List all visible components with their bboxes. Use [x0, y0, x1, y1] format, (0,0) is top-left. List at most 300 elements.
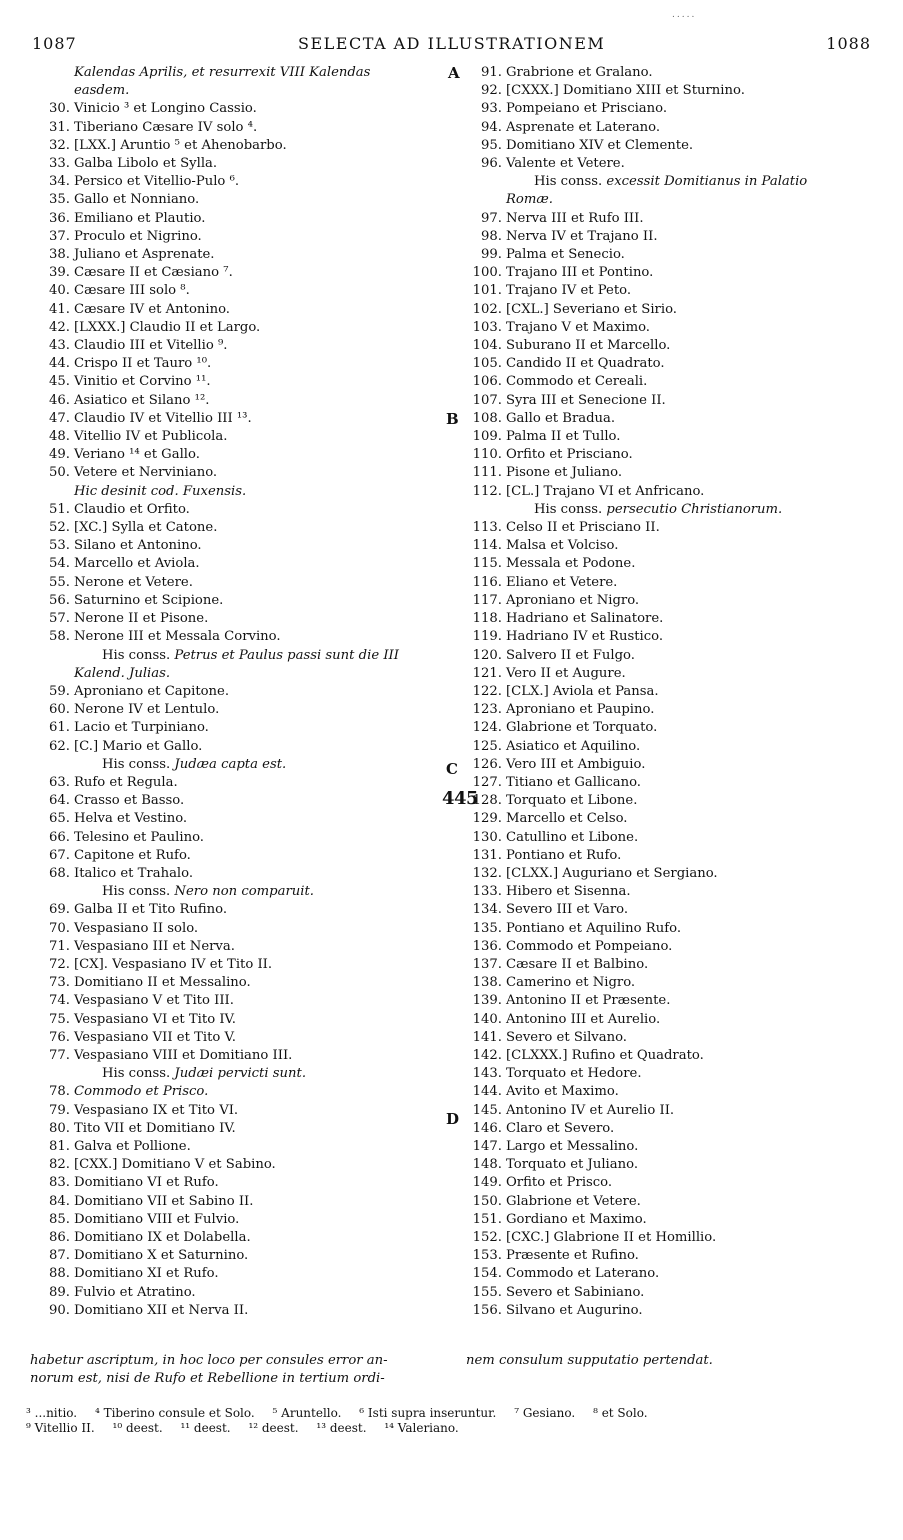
entry-number: 148.: [472, 1157, 502, 1173]
running-title: SELECTA AD ILLUSTRATIONEM: [298, 34, 606, 53]
entry-text: [LXX.] Aruntio ⁵ et Ahenobarbo.: [74, 137, 287, 153]
margin-letter-b: B: [446, 410, 459, 428]
entry-number: 126.: [472, 756, 502, 772]
entry-number: 103.: [472, 319, 502, 335]
entry-text: Persico et Vitellio-Pulo ⁶.: [74, 174, 240, 190]
entry-text: Hibero et Sisenna.: [506, 884, 631, 900]
entry-number: 55.: [49, 574, 70, 590]
entry-number: 51.: [49, 501, 70, 517]
entry-number: 44.: [49, 356, 70, 372]
consul-entry: [442, 788, 902, 810]
entry-text: Pisone et Juliano.: [506, 465, 623, 481]
entry-number: 50.: [49, 465, 70, 481]
consul-entry: [462, 1174, 902, 1192]
entry-number: 88.: [49, 1266, 70, 1282]
consul-entry: [462, 1029, 902, 1047]
consul-entry: [30, 246, 450, 264]
entry-number: 151.: [472, 1211, 502, 1227]
consul-entry: [30, 956, 450, 974]
continuation-line: Kalendas Aprilis, et resurrexit VIII Kalendas: [74, 65, 371, 80]
consul-entry: [30, 792, 450, 810]
entry-text: Orfito et Prisciano.: [506, 447, 633, 463]
entry-text: Vinitio et Corvino ¹¹.: [74, 374, 211, 390]
historical-note: [30, 1065, 450, 1083]
entry-text: Domitiano XI et Rufo.: [74, 1266, 219, 1282]
consul-entry: [462, 938, 902, 956]
consul-entry: [462, 628, 902, 646]
entry-number: 78.: [49, 1084, 70, 1100]
entry-number: 52.: [49, 520, 70, 536]
consul-entry: [462, 1102, 902, 1120]
entry-text: [CXC.] Glabrione II et Homillio.: [506, 1230, 717, 1245]
entry-text: Domitiano IX et Dolabella.: [74, 1230, 251, 1245]
entry-text: Pontiano et Aquilino Rufo.: [506, 920, 682, 936]
entry-number: 145.: [472, 1102, 502, 1118]
continuation-line: Hic desinit cod. Fuxensis.: [74, 483, 247, 499]
entry-number: 75.: [49, 1011, 70, 1027]
consul-entry: [30, 1156, 450, 1174]
note-text: Nero non comparuit.: [174, 884, 314, 900]
entry-text: Asprenate et Laterano.: [506, 119, 661, 135]
consul-entry: [30, 1083, 450, 1101]
entry-number: 116.: [472, 574, 502, 590]
entry-number: 80.: [49, 1120, 70, 1136]
entry-number: 111.: [472, 465, 502, 481]
entry-text: [LXXX.] Claudio II et Largo.: [74, 319, 261, 335]
consul-entry: [462, 100, 902, 118]
entry-number: 97.: [481, 210, 502, 226]
note-lead: His conss.: [102, 1066, 175, 1082]
entry-text: Asiatico et Aquilino.: [506, 738, 641, 754]
consul-entry: [30, 1284, 450, 1302]
entry-number: 143.: [472, 1066, 502, 1082]
entry-text: Nerone IV et Lentulo.: [74, 702, 220, 718]
consul-entry: [30, 610, 450, 628]
consul-entry: [462, 901, 902, 919]
entry-number: 65.: [49, 811, 70, 827]
entry-number: 114.: [472, 538, 502, 554]
entry-text: Commodo et Pompeiano.: [506, 938, 673, 954]
entry-text: Vespasiano II solo.: [74, 920, 199, 936]
entry-number: 125.: [472, 738, 502, 754]
entry-number: 137.: [472, 956, 502, 972]
entry-number: 31.: [49, 119, 70, 135]
consul-entry: [462, 1193, 902, 1211]
entry-text: Capitone et Rufo.: [74, 847, 191, 863]
entry-text: Domitiano VI et Rufo.: [74, 1175, 219, 1191]
entry-text: [CX]. Vespasiano IV et Tito II.: [74, 956, 273, 972]
consul-entry: [30, 1247, 450, 1265]
entry-text: Avito et Maximo.: [506, 1084, 619, 1100]
consul-entry: [462, 647, 902, 665]
footnote: ¹³ deest.: [316, 1421, 367, 1435]
entry-number: 45.: [49, 374, 70, 390]
historical-note: [30, 647, 450, 665]
entry-number: 63.: [49, 774, 70, 790]
entry-number: 59.: [49, 683, 70, 699]
entry-number: 57.: [49, 611, 70, 627]
footnote: ⁹ Vitellio II.: [26, 1421, 95, 1435]
entry-number: 108.: [472, 410, 502, 426]
entry-text: Asiatico et Silano ¹².: [74, 392, 210, 408]
footnote: ¹² deest.: [248, 1421, 299, 1435]
entry-number: 98.: [481, 228, 502, 244]
consul-entry: [462, 1229, 902, 1247]
consul-entry: [462, 246, 902, 264]
consul-entry: [462, 464, 902, 482]
consul-entry: [462, 992, 902, 1010]
entry-number: 60.: [49, 702, 70, 718]
consul-entry: [462, 719, 902, 737]
footnote: ⁴ Tiberino consule et Solo.: [94, 1406, 255, 1420]
entry-number: 128.: [472, 793, 502, 809]
note-lead: His conss.: [102, 756, 175, 772]
entry-number: 144.: [472, 1084, 502, 1100]
bottom-left-line: norum est, nisi de Rufo et Rebellione in tertium ordi-: [30, 1371, 385, 1386]
entry-text: Præsente et Rufino.: [506, 1248, 639, 1264]
consul-entry: [462, 574, 902, 592]
entry-text: Trajano IV et Peto.: [506, 283, 632, 299]
consul-entry: [462, 1284, 902, 1302]
entry-text: [C.] Mario et Gallo.: [74, 738, 203, 754]
entry-text: Valente et Vetere.: [506, 156, 625, 172]
entry-number: 131.: [472, 847, 502, 863]
consul-entry: [462, 956, 902, 974]
entry-number: 53.: [49, 538, 70, 554]
consul-entry: [30, 1229, 450, 1247]
footnote: ¹⁰ deest.: [112, 1421, 163, 1435]
consul-entry: [462, 1265, 902, 1283]
consul-entry: [30, 920, 450, 938]
entry-text: Antonino IV et Aurelio II.: [506, 1102, 675, 1118]
continuation-line: Kalend. Julias.: [74, 665, 171, 681]
consul-entry: [462, 410, 902, 428]
entry-number: 102.: [472, 301, 502, 317]
entry-number: 156.: [472, 1302, 502, 1318]
consul-entry: [30, 501, 450, 519]
consul-entry: [462, 1156, 902, 1174]
entry-text: Cæsare II et Balbino.: [506, 956, 649, 972]
entry-number: 85.: [49, 1211, 70, 1227]
consul-entry: [30, 1174, 450, 1192]
entry-number: 134.: [472, 902, 502, 918]
entry-text: Syra III et Senecione II.: [506, 392, 666, 408]
entry-number: 61.: [49, 720, 70, 736]
consul-entry: [462, 738, 902, 756]
entry-text: Nerone II et Pisone.: [74, 611, 209, 627]
entry-text: Torquato et Libone.: [506, 793, 638, 809]
consul-entry: [30, 155, 450, 173]
note-text: Petrus et Paulus passi sunt die III: [174, 647, 399, 663]
entry-number: 95.: [481, 137, 502, 153]
entry-text: Torquato et Hedore.: [506, 1066, 642, 1082]
entry-text: Tiberiano Cæsare IV solo ⁴.: [74, 119, 258, 135]
entry-text: [CXXX.] Domitiano XIII et Sturnino.: [506, 83, 745, 99]
entry-number: 91.: [481, 65, 502, 80]
entry-number: 39.: [49, 265, 70, 281]
entry-text: Vespasiano IX et Tito VI.: [74, 1102, 239, 1118]
consul-entry: [30, 446, 450, 464]
entry-number: 142.: [472, 1047, 502, 1063]
consul-entry: [462, 373, 902, 391]
entry-number: 40.: [49, 283, 70, 299]
note-text: persecutio Christianorum.: [606, 501, 783, 517]
consul-entry: [30, 1211, 450, 1229]
entry-text: Vespasiano VIII et Domitiano III.: [74, 1047, 293, 1063]
consul-entry: [462, 592, 902, 610]
entry-text: Celso II et Prisciano II.: [506, 520, 660, 536]
entry-number: 82.: [49, 1157, 70, 1173]
entry-text: Galba Libolo et Sylla.: [74, 156, 218, 172]
consul-entry: [462, 355, 902, 373]
right-column: [442, 64, 902, 1320]
entry-text: Severo et Silvano.: [506, 1029, 627, 1045]
note-text: Judæi pervicti sunt.: [174, 1066, 307, 1082]
entry-number: 124.: [472, 720, 502, 736]
entry-text: Glabrione et Vetere.: [506, 1193, 641, 1209]
patrologia-column-number: 445: [442, 788, 479, 810]
entry-number: 87.: [49, 1248, 70, 1264]
footnote-line-1: [26, 1406, 662, 1421]
entry-number: 122.: [472, 683, 502, 699]
consul-entry: [30, 264, 450, 282]
consul-entry: [462, 920, 902, 938]
historical-note: [30, 756, 450, 774]
entry-number: 47.: [49, 410, 70, 426]
entry-text: Domitiano XIV et Clemente.: [506, 137, 694, 153]
footnote: ¹⁴ Valeriano.: [384, 1421, 459, 1435]
consul-entry: [462, 1120, 902, 1138]
entry-number: 129.: [472, 811, 502, 827]
entry-number: 110.: [472, 447, 502, 463]
entry-text: Vespasiano V et Tito III.: [74, 993, 234, 1009]
entry-number: 32.: [49, 137, 70, 153]
entry-text: Titiano et Gallicano.: [506, 774, 642, 790]
entry-number: 41.: [49, 301, 70, 317]
entry-number: 99.: [481, 247, 502, 263]
entry-text: Aproniano et Capitone.: [74, 683, 230, 699]
entry-text: Trajano V et Maximo.: [506, 319, 650, 335]
entry-number: 37.: [49, 228, 70, 244]
entry-text: Saturnino et Scipione.: [74, 592, 224, 608]
consul-entry: [30, 119, 450, 137]
consul-entry: [30, 428, 450, 446]
consul-entry: [30, 628, 450, 646]
consul-entry: [462, 883, 902, 901]
consul-entry: [462, 1047, 902, 1065]
entry-text: Claudio III et Vitellio ⁹.: [74, 338, 228, 354]
consul-entry: [30, 173, 450, 191]
note-text: Judæa capta est.: [174, 756, 287, 772]
entry-text: Camerino et Nigro.: [506, 975, 636, 991]
entry-number: 70.: [49, 920, 70, 936]
note-lead: His conss.: [102, 647, 175, 663]
entry-text: [XC.] Sylla et Catone.: [74, 520, 218, 536]
consul-entry: [462, 829, 902, 847]
entry-text: Galva et Pollione.: [74, 1138, 191, 1154]
entry-number: 64.: [49, 793, 70, 809]
consul-entry: [462, 701, 902, 719]
margin-letter-c: C: [446, 760, 458, 778]
consul-entry: [30, 137, 450, 155]
consul-entry: [30, 228, 450, 246]
consul-entry: [30, 901, 450, 919]
consul-entry: [30, 319, 450, 337]
entry-text: Severo III et Varo.: [506, 902, 629, 918]
consul-entry: [462, 119, 902, 137]
consul-entry: [462, 537, 902, 555]
entry-number: 118.: [472, 611, 502, 627]
entry-text: Emiliano et Plautio.: [74, 210, 206, 226]
consul-entry: [462, 756, 902, 774]
entry-number: 107.: [472, 392, 502, 408]
consul-entry: [30, 574, 450, 592]
entry-number: 150.: [472, 1193, 502, 1209]
entry-number: 132.: [472, 865, 502, 881]
entry-number: 147.: [472, 1138, 502, 1154]
consul-entry: [30, 282, 450, 300]
entry-text: Helva et Vestino.: [74, 811, 188, 827]
entry-text: Trajano III et Pontino.: [506, 265, 654, 281]
consul-entry: [30, 592, 450, 610]
consul-entry: [462, 683, 902, 701]
consul-entry: [462, 228, 902, 246]
entry-number: 130.: [472, 829, 502, 845]
consul-entry: [30, 191, 450, 209]
consul-entry: [462, 301, 902, 319]
entry-text: Nerone III et Messala Corvino.: [74, 629, 281, 645]
entry-number: 123.: [472, 702, 502, 718]
entry-text: Antonino III et Aurelio.: [506, 1011, 661, 1027]
entry-text: Vespasiano III et Nerva.: [74, 938, 235, 954]
historical-note: [462, 501, 902, 519]
entry-number: 136.: [472, 938, 502, 954]
entry-number: 93.: [481, 101, 502, 117]
bottom-right-line: nem consulum supputatio pertendat.: [466, 1353, 713, 1368]
entry-text: Claro et Severo.: [506, 1120, 615, 1136]
consul-entry: [30, 355, 450, 373]
bottom-text-left: [30, 1352, 450, 1388]
entry-text: Malsa et Volciso.: [506, 538, 619, 554]
entry-text: Domitiano XII et Nerva II.: [74, 1302, 249, 1318]
consul-entry: [462, 1011, 902, 1029]
entry-number: 74.: [49, 993, 70, 1009]
entry-text: Pompeiano et Prisciano.: [506, 101, 668, 117]
note-lead: His conss.: [534, 501, 607, 517]
consul-entry: [30, 683, 450, 701]
consul-entry: [462, 774, 902, 792]
entry-text: Suburano II et Marcello.: [506, 338, 671, 354]
footnote: ⁷ Gesiano.: [514, 1406, 576, 1420]
entry-text: Domitiano VIII et Fulvio.: [74, 1211, 240, 1227]
page-number-right: 1088: [826, 34, 871, 53]
entry-number: 104.: [472, 338, 502, 354]
consul-entry: [30, 410, 450, 428]
entry-text: Vinicio ³ et Longino Cassio.: [74, 101, 257, 117]
entry-number: 86.: [49, 1230, 70, 1245]
consul-entry: [30, 100, 450, 118]
consul-entry: [30, 301, 450, 319]
consul-entry: [462, 428, 902, 446]
entry-text: Gallo et Bradua.: [506, 410, 616, 426]
entry-number: 33.: [49, 156, 70, 172]
entry-number: 73.: [49, 975, 70, 991]
consul-entry: [30, 555, 450, 573]
entry-text: Aproniano et Paupino.: [506, 702, 655, 718]
entry-text: Hadriano IV et Rustico.: [506, 629, 664, 645]
entry-number: 46.: [49, 392, 70, 408]
continuation-line: Romæ.: [506, 192, 553, 208]
entry-number: 38.: [49, 247, 70, 263]
entry-text: Catullino et Libone.: [506, 829, 639, 845]
entry-number: 127.: [472, 774, 502, 790]
entry-text: Hadriano et Salinatore.: [506, 611, 664, 627]
entry-number: 66.: [49, 829, 70, 845]
entry-number: 94.: [481, 119, 502, 135]
consul-entry: [30, 1265, 450, 1283]
entry-number: 42.: [49, 319, 70, 335]
consul-entry: [462, 1302, 902, 1320]
entry-number: 105.: [472, 356, 502, 372]
consul-entry: [462, 865, 902, 883]
entry-number: 89.: [49, 1284, 70, 1300]
entry-number: 36.: [49, 210, 70, 226]
consul-entry: [30, 1047, 450, 1065]
entry-text: Silvano et Augurino.: [506, 1302, 643, 1318]
entry-text: Palma II et Tullo.: [506, 429, 621, 445]
consul-entry: [462, 392, 902, 410]
consul-entry: [30, 464, 450, 482]
entry-text: Juliano et Asprenate.: [74, 247, 215, 263]
entry-text: Commodo et Laterano.: [506, 1266, 660, 1282]
entry-number: 72.: [49, 956, 70, 972]
entry-text: Telesino et Paulino.: [74, 829, 204, 845]
consul-entry: [30, 810, 450, 828]
footnote-line-2: [26, 1421, 662, 1436]
entry-text: Eliano et Vetere.: [506, 574, 618, 590]
consul-entry: [30, 865, 450, 883]
entry-number: 30.: [49, 101, 70, 117]
consul-entry: [30, 719, 450, 737]
entry-text: Vitellio IV et Publicola.: [74, 429, 228, 445]
entry-text: Crasso et Basso.: [74, 793, 185, 809]
entry-text: Largo et Messalino.: [506, 1138, 639, 1154]
entry-text: Claudio et Orfito.: [74, 501, 190, 517]
entry-number: 76.: [49, 1029, 70, 1045]
entry-text: Crispo II et Tauro ¹⁰.: [74, 356, 212, 372]
entry-number: 58.: [49, 629, 70, 645]
entry-text: Grabrione et Gralano.: [506, 65, 653, 80]
consul-entry: [30, 701, 450, 719]
entry-text: Italico et Trahalo.: [74, 865, 194, 881]
entry-text: Cæsare III solo ⁸.: [74, 283, 190, 299]
consul-entry: [30, 992, 450, 1010]
entry-text: Gordiano et Maximo.: [506, 1211, 647, 1227]
entry-number: 152.: [472, 1230, 502, 1245]
entry-text: Lacio et Turpiniano.: [74, 720, 209, 736]
entry-text: Pontiano et Rufo.: [506, 847, 622, 863]
entry-number: 115.: [472, 556, 502, 572]
consul-entry: [30, 1011, 450, 1029]
entry-text: [CLXXX.] Rufino et Quadrato.: [506, 1047, 704, 1063]
consul-entry: [462, 319, 902, 337]
entry-text: Glabrione et Torquato.: [506, 720, 658, 736]
entry-text: [CXX.] Domitiano V et Sabino.: [74, 1157, 276, 1173]
entry-number: 139.: [472, 993, 502, 1009]
entry-number: 84.: [49, 1193, 70, 1209]
consul-entry: [462, 446, 902, 464]
consul-entry: [462, 337, 902, 355]
